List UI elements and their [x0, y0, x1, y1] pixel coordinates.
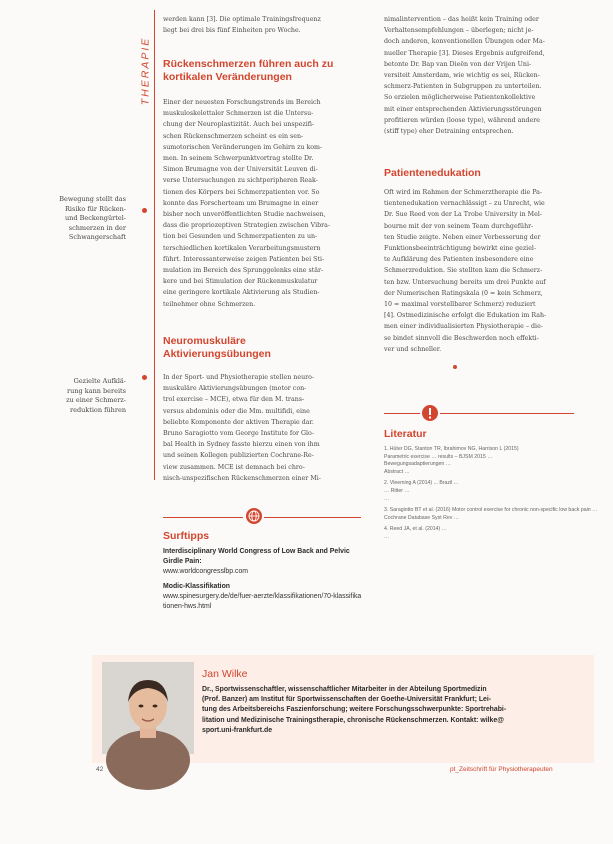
- heading-neuromuskulaer: Neuromuskuläre Aktivierungsübungen: [163, 335, 271, 360]
- surf-item-1-label: Interdisciplinary World Congress of Low Back and Pelvic Girdle Pain:: [163, 548, 350, 565]
- info-icon: [421, 404, 439, 422]
- tab-divider: [154, 10, 155, 480]
- author-photo: [102, 662, 194, 754]
- col1-intro: werden kann [3]. Die optimale Trainingsfrequenz liegt bei drei bis fünf Einheiten pro Woche.: [163, 16, 321, 35]
- lit-rule-left: [384, 413, 420, 414]
- surf-item-1-link[interactable]: www.worldcongresslbp.com: [163, 568, 249, 575]
- margin-note-1: Bewegung stellt das Risiko für Rücken- und Beckengürtel- schmerzen in der Schwangerschaft: [59, 195, 126, 241]
- lit-item-2: 2. Vleeming A (2014) ... Brazil ... … Ritter … …: [384, 480, 459, 502]
- section-tab-label: THERAPIE: [139, 36, 152, 106]
- surf-title: Surftipps: [163, 530, 210, 542]
- lit-item-3: 3. Saragiotto BT et al. (2016) Motor control exercise for chronic non-specific low back pain … Cochrane Database Syst Rev …: [384, 507, 598, 521]
- heading-patientenedukation: Patientenedukation: [384, 167, 481, 179]
- globe-icon: [245, 507, 263, 525]
- page-number: 42: [96, 766, 104, 773]
- surf-item-2-label: Modic-Klassifikation: [163, 583, 231, 590]
- journal-name: pt_Zeitschrift für Physiotherapeuten: [450, 766, 553, 773]
- surf-list: [163, 547, 363, 612]
- heading-rueckenschmerzen: Rückenschmerzen führen auch zu kortikalen Veränderungen: [163, 58, 334, 83]
- section-tab: [138, 16, 152, 126]
- col1-para1: Einer der neuesten Forschungstrends im Bereich muskuloskelettaler Schmerzen ist die Untersu- chung der Neuroplastizität. Auch bei unspezifi- schen Rückenschmerzen scheint es ein sen- sumotorischen Veränderungen im Gehirn zu kom- men. In seinem Schwerpunktvortrag stellte Dr. Simon Brumagne von der Universität Leuven di- verse Untersuchungen zu sichtperipheren Reak- tionen des Körpers bei Schmerzpatienten vor. So konnte das Forscherteam um Brumagne in einer bisher noch unveröffentlichten Studie nachweisen, dass die propriozeptiven Strategien zwischen Vibra- tion bei Gesunden und Schmerzpatienten zu un- terschiedlichen kortikalen Verarbeitungsmustern führt. Interessanterweise zeigen Patienten bei Sti- mulation im Bereich des Sprunggelenks eine stär- kere und bei Stimulation der Rückenmuskulatur eine geringere kortikale Aktivierung als Studien- teilnehmer ohne Schmerzen.: [163, 99, 331, 308]
- author-bio: Dr., Sportwissenschaftler, wissenschaftlicher Mitarbeiter in der Abteilung Sportmedizin (Prof. Banzer) am Institut für Sportwissenschaften der Goethe-Universität Frankfurt; Lei- tung des Arbeitsbereichs Faszienforschung; weitere Forschungsschwerpunkte: Sportrehabi- litation und Medizinische Trainingstherapie, chronische Rückenschmerzen. Kontakt: wilke@ sport.uni-frankfurt.de: [202, 686, 507, 734]
- margin-dot-1: [142, 208, 147, 213]
- literatur-list: [384, 446, 598, 542]
- surf-rule-left: [163, 517, 243, 518]
- end-mark: [453, 365, 457, 369]
- col2-para3: Oft wird im Rahmen der Schmerztherapie die Pa- tientenedukation vernachlässigt – zu Unrecht, wie Dr. Sue Reed von der La Trobe University in Mel- bourne mit der von seinem Team durchgeführ- ten Studie zeigte. Neben einer Verbesserung der Funktionsbeeinträchtigung bewirkt eine geziel- te Aufklärung des Patienten insbesondere eine Schmerzreduktion. Sie stellten kam die Schmerz- ten bzw. Untersuchung bereits um drei Punkte auf der Numerischen Ratingskala (0 = kein Schmerz, 10 = maximal vorstellbarer Schmerz) reduziert [4]. Ostmedizinische erfolgt die Edukation im Rah- men einer individualisierten Physiotherapie – die- se bindet sinnvoll die Beschwerden noch effekti- ver und schneller.: [384, 189, 547, 353]
- margin-dot-2: [142, 375, 147, 380]
- col1-para2: In der Sport- und Physiotherapie stellen neuro- muskuläre Aktivierungsübungen (motor con- trol exercise – MCE), etwa für den M. trans- versus abdominis oder die Mm. multifidi, eine beliebte Komponente der aktiven Therapie dar. Bruno Saragiotto vom George Institute for Glo- bal Health in Sydney fasste hierzu einen von ihm und seinen Kollegen publizierten Cochrane-Re- view zusammen. MCE ist demnach bei chro- nisch-unspezifischen Rückenschmerzen einer Mi-: [163, 374, 321, 482]
- margin-note-2: Gezielte Aufklä- rung kann bereits zu einer Schmerz- reduktion führen: [66, 377, 126, 414]
- surf-item-2-link[interactable]: www.spinesurgery.de/de/fuer-aerzte/klassifikationen/70-klassifikationen-hws.html: [163, 593, 362, 610]
- surf-rule-right: [264, 517, 361, 518]
- lit-item-1: 1. Hüter DG, Stanton TR, Ibrahimov NG, Harrison L (2015) Parametric exercise … results – BJSM 2015 … Bewegungsadaptierungen … Abstract …: [384, 446, 519, 475]
- lit-item-4: 4. Reed JA, et al. (2014) … …: [384, 526, 447, 540]
- lit-rule-right: [440, 413, 574, 414]
- col2-para-top: nimalintervention – das heißt kein Training oder Verhaltensempfehlungen – überlegen; nicht je- doch anderen, konventionellen Übungen oder Ma- nueller Therapie [3]. Dieses Ergebnis aufgreifend, betonte Dr. Bap van Dieën von der Vrijen Uni- versiteit Amsterdam, wie wichtig es sei, Rücken- schmerz-Patienten in Subgruppen zu unterteilen. So erzielen möglicherweise Patientenkollektive mit einer entsprechenden Aktivierungsstörungen profitieren würden (loose type), während andere (stiff type) eher Detraining entsprechen.: [384, 16, 545, 136]
- author-name: Jan Wilke: [202, 668, 248, 680]
- literatur-title: Literatur: [384, 428, 427, 440]
